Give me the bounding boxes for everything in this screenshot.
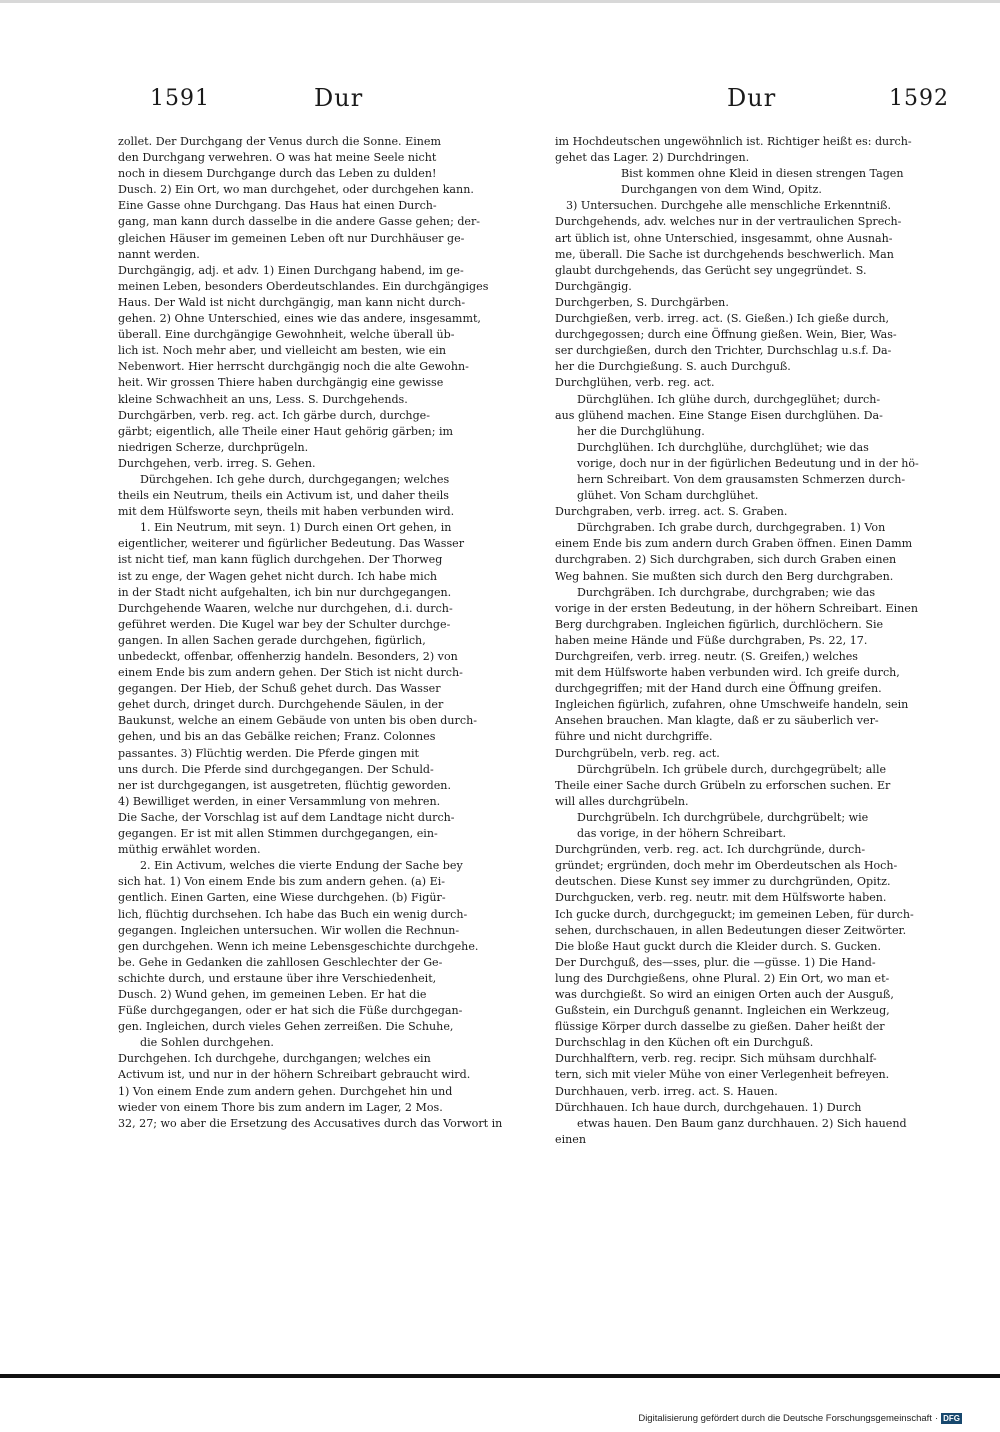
text-line: Durchgärben, verb. reg. act. Ich gärbe durch, durchge- [118, 408, 430, 422]
digitization-credit: Digitalisierung gefördert durch die Deutsche Forschungsgemeinschaft · DFG [638, 1413, 960, 1424]
text-line: Berg durchgraben. Ingleichen figürlich, durchlöchern. Sie [555, 617, 884, 631]
text-line: lung des Durchgießens, ohne Plural. 2) Ein Ort, wo man et- [555, 971, 890, 985]
text-line: deutschen. Diese Kunst sey immer zu durchgründen, Opitz. [555, 875, 891, 889]
text-line: theils ein Neutrum, theils ein Activum ist, und daher theils [118, 489, 450, 503]
text-line: noch in diesem Durchgange durch das Leben zu dulden! [118, 167, 437, 181]
text-line: gen durchgehen. Wenn ich meine Lebensgeschichte durchgehe. [118, 939, 479, 953]
text-line: glaubt durchgehends, das Gerücht sey ungegründet. S. [555, 263, 867, 277]
text-line: Die Sache, der Vorschlag ist auf dem Landtage nicht durch- [118, 810, 455, 824]
text-line: Durchschlag in den Küchen oft ein Durchguß. [555, 1036, 814, 1050]
dfg-logo: DFG [943, 1414, 960, 1423]
text-line: 3) Untersuchen. Durchgehe alle menschliche Erkenntniß. [566, 199, 891, 213]
text-line: gehen. 2) Ohne Unterschied, eines wie das andere, insgesammt, [118, 312, 481, 326]
text-line: gehet durch, dringet durch. Durchgehende Säulen, in der [118, 698, 444, 712]
text-line: das vorige, in der höhern Schreibart. [577, 827, 787, 841]
text-line: Dürchglühen. Ich glühe durch, durchgeglühet; durch- [577, 392, 881, 406]
text-line: in der Stadt nicht aufgehalten, ich bin nur durchgegangen. [118, 585, 452, 599]
text-line: gang, man kann durch dasselbe in die andere Gasse gehen; der- [118, 215, 481, 229]
text-line: durchgegossen; durch eine Öffnung gießen. Wein, Bier, Was- [555, 328, 897, 342]
text-line: Durchgrübeln, verb. reg. act. [555, 746, 720, 760]
text-line: den Durchgang verwehren. O was hat meine Seele nicht [118, 151, 437, 165]
text-line: Durchgräben. Ich durchgrabe, durchgraben; wie das [577, 585, 876, 599]
text-line: passantes. 3) Flüchtig werden. Die Pferde gingen mit [118, 746, 419, 760]
right-text-column [555, 134, 970, 1148]
text-line: Dürchgraben. Ich grabe durch, durchgegraben. 1) Von [577, 521, 886, 535]
text-line: Durchgrübeln. Ich durchgrübele, durchgrübelt; wie [577, 810, 869, 824]
text-line: 2. Ein Activum, welches die vierte Endung der Sache bey [140, 859, 463, 873]
text-line: glühet. Von Scham durchglühet. [577, 489, 759, 503]
text-line: einem Ende bis zum andern gehen. Der Stich ist nicht durch- [118, 666, 463, 680]
text-line: durchgraben. 2) Sich durchgraben, sich durch Graben einen [555, 553, 897, 567]
text-line: Activum ist, und nur in der höhern Schreibart gebraucht wird. [118, 1068, 471, 1082]
text-line: 1. Ein Neutrum, mit seyn. 1) Durch einen Ort gehen, in [140, 521, 452, 535]
text-line: aus glühend machen. Eine Stange Eisen durchglühen. Da- [555, 408, 883, 422]
text-line: gehet das Lager. 2) Durchdringen. [555, 151, 750, 165]
page-number-left: 1591 [150, 86, 210, 111]
text-line: unbedeckt, offenbar, offenherzig handeln. Besonders, 2) von [118, 650, 458, 663]
text-line: Durchgängig. [555, 279, 632, 293]
text-line: Eine Gasse ohne Durchgang. Das Haus hat einen Durch- [118, 199, 437, 213]
text-line: Durchgangen von dem Wind, Opitz. [621, 183, 822, 197]
text-line: Durchgehends, adv. welches nur in der vertraulichen Sprech- [555, 215, 902, 229]
text-line: eigentlicher, weiterer und figürlicher Bedeutung. Das Wasser [118, 537, 465, 551]
text-line: hern Schreibart. Von dem grausamsten Schmerzen durch- [577, 472, 906, 486]
text-line: kleine Schwachheit an uns, Less. S. Durchgehends. [118, 392, 408, 406]
text-line: wieder von einem Thore bis zum andern im Lager, 2 Mos. [118, 1100, 443, 1114]
text-line: Durchhauen, verb. irreg. act. S. Hauen. [555, 1084, 778, 1098]
text-line: heit. Wir grossen Thiere haben durchgängig eine gewisse [118, 376, 444, 390]
text-line: Durchgießen, verb. irreg. act. (S. Gießen.) Ich gieße durch, [555, 312, 890, 326]
text-line: zollet. Der Durchgang der Venus durch die Sonne. Einem [118, 135, 441, 148]
text-line: mit dem Hülfsworte seyn, theils mit haben verbunden wird. [118, 505, 455, 519]
text-line: Weg bahnen. Sie mußten sich durch den Berg durchgraben. [555, 569, 894, 583]
text-line: Bist kommen ohne Kleid in diesen strengen Tagen [621, 167, 904, 181]
text-line: be. Gehe in Gedanken die zahllosen Geschlechter der Ge- [118, 955, 443, 969]
text-line: gegangen. Ingleichen untersuchen. Wir wollen die Rechnun- [118, 923, 460, 937]
text-line: müthig erwählet worden. [118, 843, 261, 857]
text-line: Der Durchguß, des—sses, plur. die —güsse. 1) Die Hand- [555, 955, 876, 969]
left-text-column [118, 134, 538, 1132]
text-line: 1) Von einem Ende zum andern gehen. Durchgehet hin und [118, 1084, 453, 1098]
text-line: lich ist. Noch mehr aber, und vielleicht am besten, wie ein [118, 344, 446, 358]
text-line: me, überall. Die Sache ist durchgehends beschwerlich. Man [555, 247, 894, 261]
text-line: Ansehen brauchen. Man klagte, daß er zu säuberlich ver- [555, 714, 879, 728]
running-headword-left: Dur [314, 84, 364, 112]
text-line: vorige, doch nur in der figürlichen Bedeutung und in der hö- [577, 456, 919, 470]
text-line: einem Ende bis zum andern durch Graben öffnen. Einen Damm [555, 537, 913, 551]
text-line: Durchgängig, adj. et adv. 1) Einen Durchgang habend, im ge- [118, 263, 464, 277]
text-line: lich, flüchtig durchsehen. Ich habe das Buch ein wenig durch- [118, 907, 468, 921]
text-line: Dusch. 2) Wund gehen, im gemeinen Leben. Er hat die [118, 987, 427, 1001]
text-line: gleichen Häuser im gemeinen Leben oft nur Durchhäuser ge- [118, 231, 465, 245]
text-line: Dusch. 2) Ein Ort, wo man durchgehet, oder durchgehen kann. [118, 183, 474, 197]
text-line: Die bloße Haut guckt durch die Kleider durch. S. Gucken. [555, 939, 881, 953]
text-line: gangen. In allen Sachen gerade durchgehen, figürlich, [118, 633, 426, 647]
text-line: Durchglühen. Ich durchglühe, durchglühet; wie das [577, 440, 869, 454]
text-line: Durchgehende Waaren, welche nur durchgehen, d.i. durch- [118, 601, 453, 615]
page-header [0, 86, 1000, 126]
text-line: haben meine Hände und Füße durchgraben, Ps. 22, 17. [555, 633, 868, 647]
text-line: gen. Ingleichen, durch vieles Gehen zerreißen. Die Schuhe, [118, 1020, 454, 1034]
text-line: art üblich ist, ohne Unterschied, insgesammt, ohne Ausnah- [555, 231, 893, 245]
text-line: schichte durch, und erstaune über ihre Verschiedenheit, [118, 971, 437, 985]
text-line: flüssige Körper durch dasselbe zu gießen. Daher heißt der [555, 1020, 885, 1034]
text-line: Dürchhauen. Ich haue durch, durchgehauen. 1) Durch [555, 1100, 862, 1114]
text-line: Ingleichen figürlich, zufahren, ohne Umschweife handeln, sein [555, 698, 909, 712]
text-line: gentlich. Einen Garten, eine Wiese durchgehen. (b) Figür- [118, 891, 446, 905]
credit-text: Digitalisierung gefördert durch die Deutsche Forschungsgemeinschaft [638, 1413, 932, 1424]
text-line: her die Durchgießung. S. auch Durchguß. [555, 360, 791, 374]
text-line: tern, sich mit vieler Mühe von einer Verlegenheit befreyen. [555, 1068, 890, 1082]
text-line: Dürchgrübeln. Ich grübele durch, durchgegrübelt; alle [577, 762, 887, 776]
text-line: führe und nicht durchgriffe. [555, 730, 713, 744]
text-line: her die Durchglühung. [577, 424, 705, 438]
text-line: Durchglühen, verb. reg. act. [555, 376, 715, 390]
text-line: niedrigen Scherze, durchprügeln. [118, 440, 309, 454]
text-line: Theile einer Sache durch Grübeln zu erforschen suchen. Er [555, 778, 891, 792]
text-line: Durchgucken, verb. reg. neutr. mit dem Hülfsworte haben. [555, 891, 887, 905]
text-line: gegangen. Er ist mit allen Stimmen durchgegangen, ein- [118, 827, 438, 841]
text-line: Durchhalftern, verb. reg. recipr. Sich mühsam durchhalf- [555, 1052, 877, 1066]
page-bottom-rule [0, 1374, 1000, 1378]
page-top-border [0, 0, 1000, 3]
text-line: 32, 27; wo aber die Ersetzung des Accusatives durch das Vorwort in [118, 1116, 503, 1130]
text-line: Ich gucke durch, durchgeguckt; im gemeinen Leben, für durch- [555, 907, 914, 921]
text-line: Durchgreifen, verb. irreg. neutr. (S. Greifen,) welches [555, 650, 858, 663]
text-line: sehen, durchschauen, in allen Bedeutungen dieser Zeitwörter. [555, 923, 907, 937]
text-line: was durchgießt. So wird an einigen Orten auch der Ausguß, [555, 987, 894, 1001]
text-line: vorige in der ersten Bedeutung, in der höhern Schreibart. Einen [555, 601, 919, 615]
running-headword-right: Dur [727, 84, 777, 112]
text-line: überall. Eine durchgängige Gewohnheit, welche überall üb- [118, 328, 455, 342]
text-line: Füße durchgegangen, oder er hat sich die Füße durchgegan- [118, 1004, 463, 1018]
text-line: einen [555, 1132, 586, 1146]
text-line: gründet; ergründen, doch mehr im Oberdeutschen als Hoch- [555, 859, 898, 873]
text-line: will alles durchgrübeln. [555, 794, 689, 808]
text-line: ser durchgießen, durch den Trichter, Durchschlag u.s.f. Da- [555, 344, 892, 358]
text-line: ist zu enge, der Wagen gehet nicht durch. Ich habe mich [118, 569, 438, 583]
text-line: im Hochdeutschen ungewöhnlich ist. Richtiger heißt es: durch- [555, 135, 912, 148]
text-line: die Sohlen durchgehen. [140, 1036, 274, 1050]
text-line: Durchgründen, verb. reg. act. Ich durchgründe, durch- [555, 843, 866, 857]
text-line: Nebenwort. Hier herrscht durchgängig noch die alte Gewohn- [118, 360, 469, 374]
text-line: nannt werden. [118, 247, 200, 261]
page-number-right: 1592 [889, 86, 949, 111]
text-line: ist nicht tief, man kann füglich durchgehen. Der Thorweg [118, 553, 443, 567]
text-line: Durchgraben, verb. irreg. act. S. Graben. [555, 505, 788, 519]
text-line: gärbt; eigentlich, alle Theile einer Haut gehörig gärben; im [118, 424, 454, 438]
text-line: sich hat. 1) Von einem Ende bis zum andern gehen. (a) Ei- [118, 875, 446, 889]
text-line: Baukunst, welche an einem Gebäude von unten bis oben durch- [118, 714, 477, 728]
text-line: ner ist durchgegangen, ist ausgetreten, flüchtig geworden. [118, 778, 451, 792]
text-line: Gußstein, ein Durchguß genannt. Ingleichen ein Werkzeug, [555, 1004, 890, 1018]
text-line: meinen Leben, besonders Oberdeutschlandes. Ein durchgängiges [118, 279, 489, 293]
text-line: geführet werden. Die Kugel war bey der Schulter durchge- [118, 617, 451, 631]
text-line: uns durch. Die Pferde sind durchgegangen. Der Schuld- [118, 762, 434, 776]
text-line: etwas hauen. Den Baum ganz durchhauen. 2) Sich hauend [577, 1116, 907, 1130]
text-line: Durchgehen, verb. irreg. S. Gehen. [118, 456, 316, 470]
text-line: gehen, und bis an das Gebälke reichen; Franz. Colonnes [118, 730, 436, 744]
text-line: mit dem Hülfsworte haben verbunden wird. Ich greife durch, [555, 666, 900, 680]
text-line: durchgegriffen; mit der Hand durch eine Öffnung greifen. [555, 682, 882, 696]
text-line: Dürchgehen. Ich gehe durch, durchgegangen; welches [140, 472, 450, 486]
text-line: Haus. Der Wald ist nicht durchgängig, man kann nicht durch- [118, 295, 466, 309]
text-line: Durchgerben, S. Durchgärben. [555, 295, 729, 309]
text-line: gegangen. Der Hieb, der Schuß gehet durch. Das Wasser [118, 682, 441, 696]
text-line: Durchgehen. Ich durchgehe, durchgangen; welches ein [118, 1052, 431, 1066]
text-line: 4) Bewilliget werden, in einer Versammlung von mehren. [118, 794, 441, 808]
